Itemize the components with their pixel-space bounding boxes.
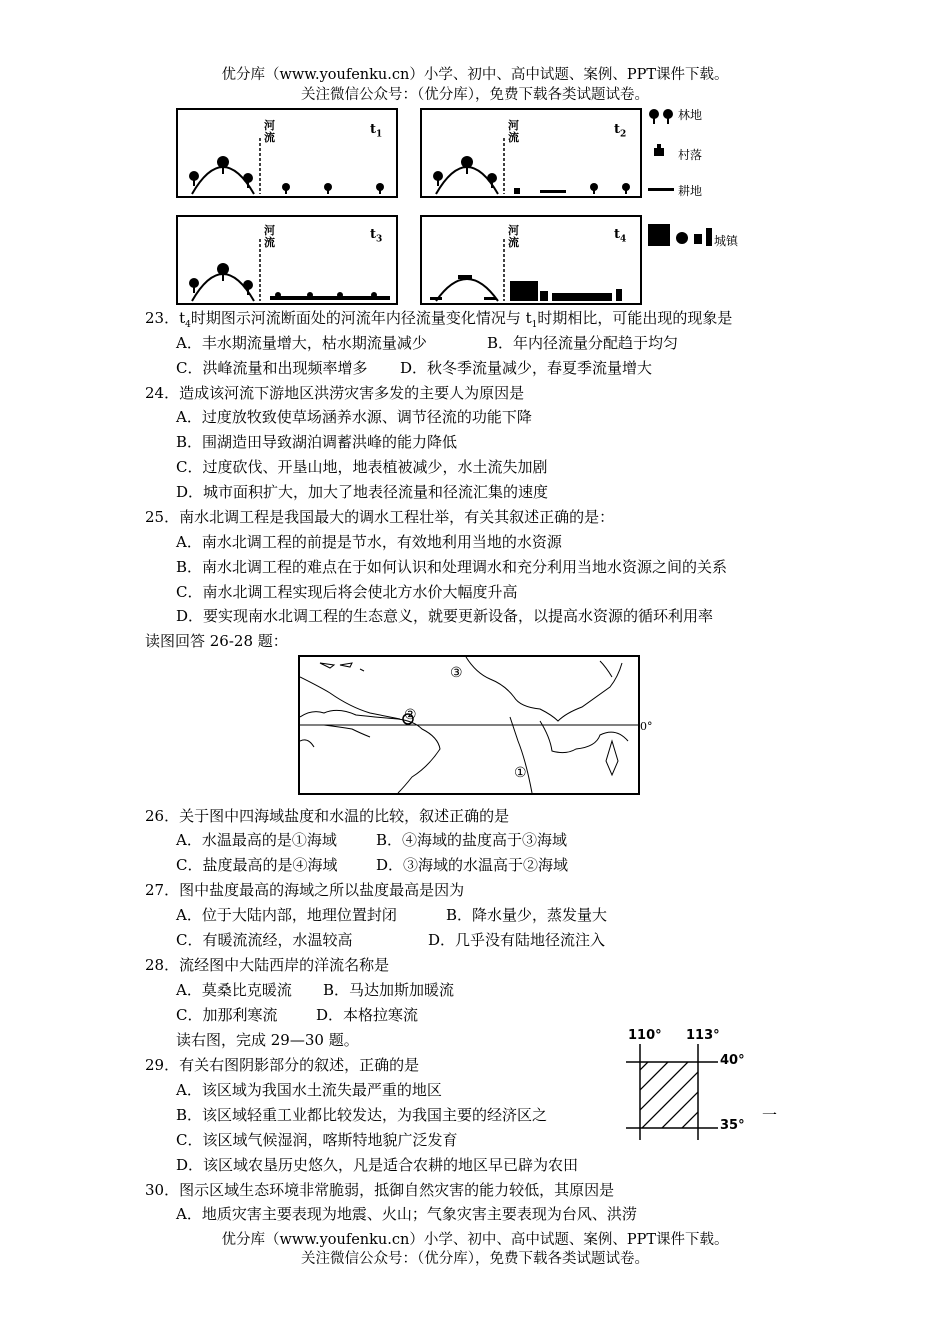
panel-t4-drawing — [422, 217, 640, 303]
q28-option-d: D．本格拉寒流 — [316, 1006, 419, 1024]
lon-113: 113° — [686, 1028, 720, 1043]
q23-option-b: B．年内径流量分配趋于均匀 — [487, 334, 679, 352]
panel-t3 — [176, 215, 398, 305]
q27-stem: 27．图中盐度最高的海域之所以盐度最高是因为 — [145, 881, 465, 899]
legend-village: 村落 — [678, 148, 703, 162]
header-line-2: 关注微信公众号：（优分库），免费下载各类试题试卷。 — [301, 87, 649, 103]
q30-stem: 30．图示区域生态环境非常脆弱，抵御自然灾害的能力较低，其原因是 — [145, 1181, 615, 1199]
q25-option-b: B．南水北调工程的难点在于如何认识和处理调水和充分利用当地水资源之间的关系 — [176, 558, 728, 576]
figure-legend — [644, 104, 764, 254]
lat-40: 40° — [720, 1053, 745, 1068]
map-marker-2: ② — [404, 707, 417, 723]
q24-option-b: B．围湖造田导致湖泊调蓄洪峰的能力降低 — [176, 433, 458, 451]
intro-26-28: 读图回答 26-28 题： — [145, 632, 288, 650]
river-label: 河流 — [508, 119, 519, 144]
q27-option-c: C．有暖流流经，水温较高 — [176, 931, 353, 949]
q24-option-d: D．城市面积扩大，加大了地表径流量和径流汇集的速度 — [176, 483, 549, 501]
q28-stem: 28．流经图中大陆西岸的洋流名称是 — [145, 956, 390, 974]
q27-option-d: D．几乎没有陆地径流注入 — [428, 931, 606, 949]
q26-stem: 26．关于图中四海域盐度和水温的比较，叙述正确的是 — [145, 807, 510, 825]
river-label: 河流 — [264, 119, 275, 144]
map-drawing — [300, 657, 638, 793]
legend-farmland: 耕地 — [678, 184, 703, 198]
q24-stem: 24．造成该河流下游地区洪涝灾害多发的主要人为原因是 — [145, 384, 525, 402]
equator-label: 0° — [640, 720, 653, 733]
q25-option-d: D．要实现南水北调工程的生态意义，就要更新设备，以提高水资源的循环利用率 — [176, 607, 714, 625]
lat-35: 35° — [720, 1118, 745, 1133]
q28-option-b: B．马达加斯加暖流 — [323, 981, 455, 999]
panel-label-t3: $t_3$ — [370, 227, 383, 245]
river-label: 河流 — [264, 224, 275, 249]
panel-t2 — [420, 108, 642, 198]
q23-stem: 23．$t_4$时期图示河流断面处的河流年内径流量变化情况与 $t_1$时期相比，可能出现的现象是 — [145, 309, 733, 330]
q30-option-a: A．地质灾害主要表现为地震、火山；气象灾害主要表现为台风、洪涝 — [176, 1205, 637, 1223]
footer-line-1: 优分库（www.youfenku.cn）小学、初中、高中试题、案例、PPT课件下载。 — [221, 1232, 729, 1248]
q24-option-c: C．过度砍伐、开垦山地，地表植被减少，水土流失加剧 — [176, 458, 548, 476]
panel-label-t2: $t_2$ — [614, 122, 627, 140]
panel-t2-drawing — [422, 110, 640, 196]
q26-option-a: A．水温最高的是①海域 — [176, 831, 337, 849]
q25-option-a: A．南水北调工程的前提是节水，有效地利用当地的水资源 — [176, 533, 562, 551]
intro-29-30: 读右图，完成 29—30 题。 — [176, 1031, 359, 1049]
q29-option-b: B．该区域轻重工业都比较发达，为我国主要的经济区之 — [176, 1106, 548, 1124]
q25-stem: 25．南水北调工程是我国最大的调水工程壮举，有关其叙述正确的是： — [145, 508, 615, 526]
q29-option-d: D．该区域农垦历史悠久，凡是适合农耕的地区早已辟为农田 — [176, 1156, 579, 1174]
q26-option-c: C．盐度最高的是④海域 — [176, 856, 338, 874]
q29-option-b-tail: 一 — [762, 1106, 778, 1124]
panel-t4 — [420, 215, 642, 305]
q26-option-b: B．④海域的盐度高于③海域 — [376, 831, 568, 849]
q28-option-c: C．加那利寒流 — [176, 1006, 278, 1024]
river-label: 河流 — [508, 224, 519, 249]
atlantic-map — [298, 655, 640, 795]
q27-option-a: A．位于大陆内部，地理位置封闭 — [176, 906, 397, 924]
q24-option-a: A．过度放牧致使草场涵养水源、调节径流的功能下降 — [176, 408, 532, 426]
q28-option-a: A．莫桑比克暖流 — [176, 981, 292, 999]
q27-option-b: B．降水量少，蒸发量大 — [446, 906, 608, 924]
q23-option-d: D．秋冬季流量减少，春夏季流量增大 — [400, 359, 653, 377]
panel-t3-drawing — [178, 217, 396, 303]
header-line-1: 优分库（www.youfenku.cn）小学、初中、高中试题、案例、PPT课件下载。 — [221, 67, 729, 83]
q26-option-d: D．③海域的水温高于②海域 — [376, 856, 569, 874]
map-marker-1: ① — [514, 765, 527, 781]
panel-t1 — [176, 108, 398, 198]
lon-110: 110° — [628, 1028, 662, 1043]
q25-option-c: C．南水北调工程实现后将会使北方水价大幅度升高 — [176, 583, 518, 601]
panel-t1-drawing — [178, 110, 396, 196]
legend-forest: 林地 — [678, 108, 703, 122]
legend-town: 城镇 — [714, 234, 739, 248]
q23-option-a: A．丰水期流量增大，枯水期流量减少 — [176, 334, 427, 352]
q29-stem: 29．有关右图阴影部分的叙述，正确的是 — [145, 1056, 420, 1074]
footer-line-2: 关注微信公众号：（优分库），免费下载各类试题试卷。 — [301, 1251, 649, 1267]
q23-option-c: C．洪峰流量和出现频率增多 — [176, 359, 368, 377]
q29-option-a: A．该区域为我国水土流失最严重的地区 — [176, 1081, 442, 1099]
q29-option-c: C．该区域气候湿润，喀斯特地貌广泛发育 — [176, 1131, 458, 1149]
grid-drawing — [626, 1044, 736, 1154]
panel-label-t1: $t_1$ — [370, 122, 383, 140]
map-marker-3: ③ — [450, 665, 463, 681]
panel-label-t4: $t_4$ — [614, 227, 627, 245]
